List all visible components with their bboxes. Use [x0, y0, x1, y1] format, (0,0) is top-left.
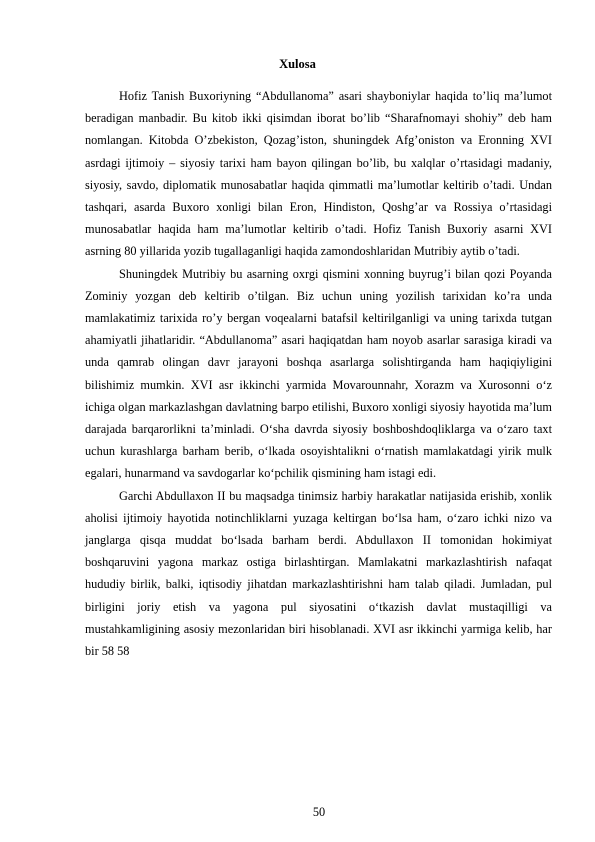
body-text	[85, 85, 552, 662]
page-number: 50	[312, 805, 326, 819]
paragraph-3: Garchi Abdullaxon II bu maqsadga tinimsiz harbiy harakatlar natijasida erishib, xonlik aholisi ijtimoiy hayotida notinchliklarni yuzaga keltirgan bo‘lsa ham, o‘zaro ichki nizo va janglarga qisqa muddat bo‘lsada barham berdi. Abdullaxon II tomonidan hokimiyat boshqaruvini yagona markaz ostiga birlashtirgan. Mamlakatni markazlashtirish nafaqat hududiy birlik, balki, iqtisodiy jihatdan markazlashtirishni ham talab qiladi. Jumladan, pul birligini joriy etish va yagona pul siyosatini o‘tkazish davlat mustaqilligi va mustahkamligining asosiy mezonlaridan biri hisoblanadi. XVI asr ikkinchi yarmiga kelib, har bir 58 58	[85, 488, 552, 659]
paragraph-2: Shuningdek Mutribiy bu asarning oxrgi qismini xonning buyrug’i bilan qozi Poyanda Zominiy yozgan deb keltirib o’tilgan. Biz uchun uning yozilish tarixidan ko’ra unda mamlakatimiz tarixida ro’y bergan voqealarni batafsil keltirilganligi va uning tarixda tutgan ahamiyatli jihatlaridir. “Abdullanoma” asari haqiqatdan ham noyob asarlar sarasiga kiradi va unda qamrab olingan davr jarayoni boshqa asarlarga solishtirganda ham haqiqiyligini bilishimiz mumkin. XVI asr ikkinchi yarmida Movarounnahr, Xorazm va Xurosonni o‘z ichiga olgan markazlashgan davlatning barpo etilishi, Buxoro xonligi siyosiy hayotida ma’lum darajada barqarorlikni ta’minladi. O‘sha davrda siyosiy boshboshdoqliklarga va o‘zaro taxt uchun kurashlarga barham berib, o‘lkada osoyishtalikni o‘rnatish mamlakatdagi yirik mulk egalari, hunarmand va savdogarlar ko‘pchilik qismining ham istagi edi.	[85, 266, 552, 481]
section-title: Xulosa	[279, 57, 316, 71]
paragraph-1: Hofiz Tanish Buxoriyning “Abdullanoma” asari shayboniylar haqida to’liq ma’lumot beradigan manbadir. Bu kitob ikki qisimdan iborat bo’lib “Sharafnomayi shohiy” deb ham nomlangan. Kitobda O’zbekiston, Qozag’iston, shuningdek Afg’oniston va Eronning XVI asrdagi ijtimoiy – siyosiy tarixi ham bayon qilingan bo’lib, bu xalqlar o’rtasidagi madaniy, siyosiy, savdo, diplomatik munosabatlar haqida qimmatli ma’lumotlar keltirib o’tadi. Undan tashqari, asarda Buxoro xonligi bilan Eron, Hindiston, Qoshg’ar va Rossiya o’rtasidagi munosabatlar haqida ham ma’lumotlar keltirib o’tadi. Hofiz Tanish Buxoriy asarni XVI asrning 80 yillarida yozib tugallaganligi haqida zamondoshlaridan Mutribiy aytib o’tadi.	[85, 89, 552, 259]
